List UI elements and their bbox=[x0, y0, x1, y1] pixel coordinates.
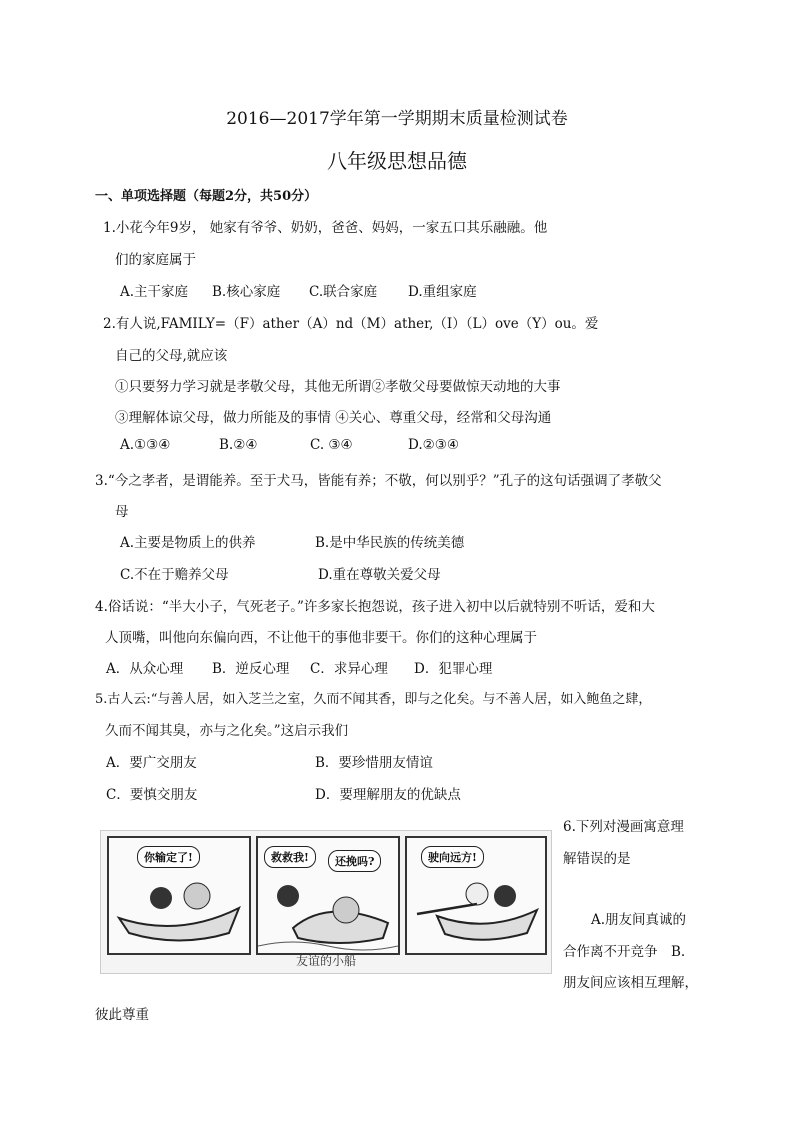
q6-option-a-line1: A.朋友间真诚的 bbox=[591, 912, 687, 928]
speech-bubble-1: 你输定了! bbox=[137, 846, 200, 868]
q2-statement-2: ③理解体谅父母，做力所能及的事情 ④关心、尊重父母，经常和父母沟通 bbox=[115, 410, 552, 426]
q2-option-d: D.②③④ bbox=[408, 437, 459, 453]
q3-option-d: D.重在尊敬关爱父母 bbox=[318, 567, 441, 583]
comic-caption: 友谊的小船 bbox=[295, 954, 356, 968]
q5-option-b: B．要珍惜朋友情谊 bbox=[315, 755, 433, 771]
q2-statement-1: ①只要努力学习就是孝敬父母，其他无所谓②孝敬父母要做惊天动地的大事 bbox=[115, 379, 561, 395]
q3-stem-line2: 母 bbox=[115, 504, 129, 520]
q4-stem-line2: 人顶嘴，叫他向东偏向西，不让他干的事他非要干。你们的这种心理属于 bbox=[105, 630, 537, 646]
q1-stem-line1: 1.小花今年9岁， 她家有爷爷、奶奶，爸爸、妈妈，一家五口其乐融融。他 bbox=[103, 220, 548, 236]
q4-option-c: C．求异心理 bbox=[310, 661, 388, 677]
q3-option-a: A.主要是物质上的供养 bbox=[120, 535, 256, 551]
q6-option-b-line2: 彼此尊重 bbox=[95, 1007, 149, 1023]
q6-stem-line2: 解错误的是 bbox=[563, 851, 631, 867]
q4-option-a: A．从众心理 bbox=[106, 661, 184, 677]
q4-option-b: B．逆反心理 bbox=[212, 661, 290, 677]
section-heading: 一、单项选择题（每题2分，共50分） bbox=[95, 189, 318, 204]
comic-panel-1 bbox=[107, 836, 251, 955]
q2-stem-line1: 2.有人说,FAMILY=（F）ather（A）nd（M）ather,（I）（L）ove（Y）ou。爱 bbox=[103, 316, 599, 332]
q1-option-d: D.重组家庭 bbox=[408, 284, 477, 300]
q2-option-c: C. ③④ bbox=[310, 437, 353, 453]
q6-option-a-line2: 合作离不开竞争 B. bbox=[563, 944, 686, 960]
speech-bubble-2: 救救我! bbox=[264, 846, 316, 868]
q5-option-c: C．要慎交朋友 bbox=[106, 787, 198, 803]
comic-panel-3 bbox=[405, 836, 547, 955]
q5-option-d: D．要理解朋友的优缺点 bbox=[315, 787, 461, 803]
q5-stem-line2: 久而不闻其臭，亦与之化矣。”这启示我们 bbox=[105, 723, 349, 739]
exam-title: 2016—2017学年第一学期期末质量检测试卷 bbox=[226, 109, 568, 129]
q6-stem-line1: 6.下列对漫画寓意理 bbox=[563, 819, 684, 835]
speech-bubble-4: 驶向远方! bbox=[421, 846, 484, 868]
friendship-boat-comic bbox=[100, 830, 552, 974]
comic-panel-2 bbox=[256, 836, 400, 955]
q3-option-b: B.是中华民族的传统美德 bbox=[315, 535, 465, 551]
q1-option-c: C.联合家庭 bbox=[309, 284, 378, 300]
q1-option-a: A.主干家庭 bbox=[120, 284, 189, 300]
q1-option-b: B.核心家庭 bbox=[212, 284, 281, 300]
q3-option-c: C.不在于赡养父母 bbox=[120, 567, 229, 583]
q2-option-a: A.①③④ bbox=[120, 437, 171, 453]
q5-stem-line1: 5.古人云:“与善人居，如入芝兰之室，久而不闻其香，即与之化矣。与不善人居，如入鲍鱼之肆， bbox=[95, 692, 652, 707]
q1-stem-line2: 们的家庭属于 bbox=[115, 252, 196, 268]
q2-stem-line2: 自己的父母,就应该 bbox=[115, 348, 228, 364]
q6-option-b-line1: 朋友间应该相互理解， bbox=[563, 975, 698, 991]
q2-option-b: B.②④ bbox=[219, 437, 258, 453]
q4-option-d: D．犯罪心理 bbox=[414, 661, 493, 677]
speech-bubble-3: 还挽吗? bbox=[328, 850, 381, 872]
q4-stem-line1: 4.俗话说：“半大小子，气死老子。”许多家长抱怨说，孩子进入初中以后就特别不听话，爱和大 bbox=[95, 599, 655, 615]
q3-stem-line1: 3.“今之孝者，是谓能养。至于犬马，皆能有养；不敬，何以别乎？”孔子的这句话强调了孝敬父 bbox=[95, 473, 662, 489]
q5-option-a: A．要广交朋友 bbox=[106, 755, 197, 771]
exam-subtitle: 八年级思想品德 bbox=[327, 149, 467, 173]
